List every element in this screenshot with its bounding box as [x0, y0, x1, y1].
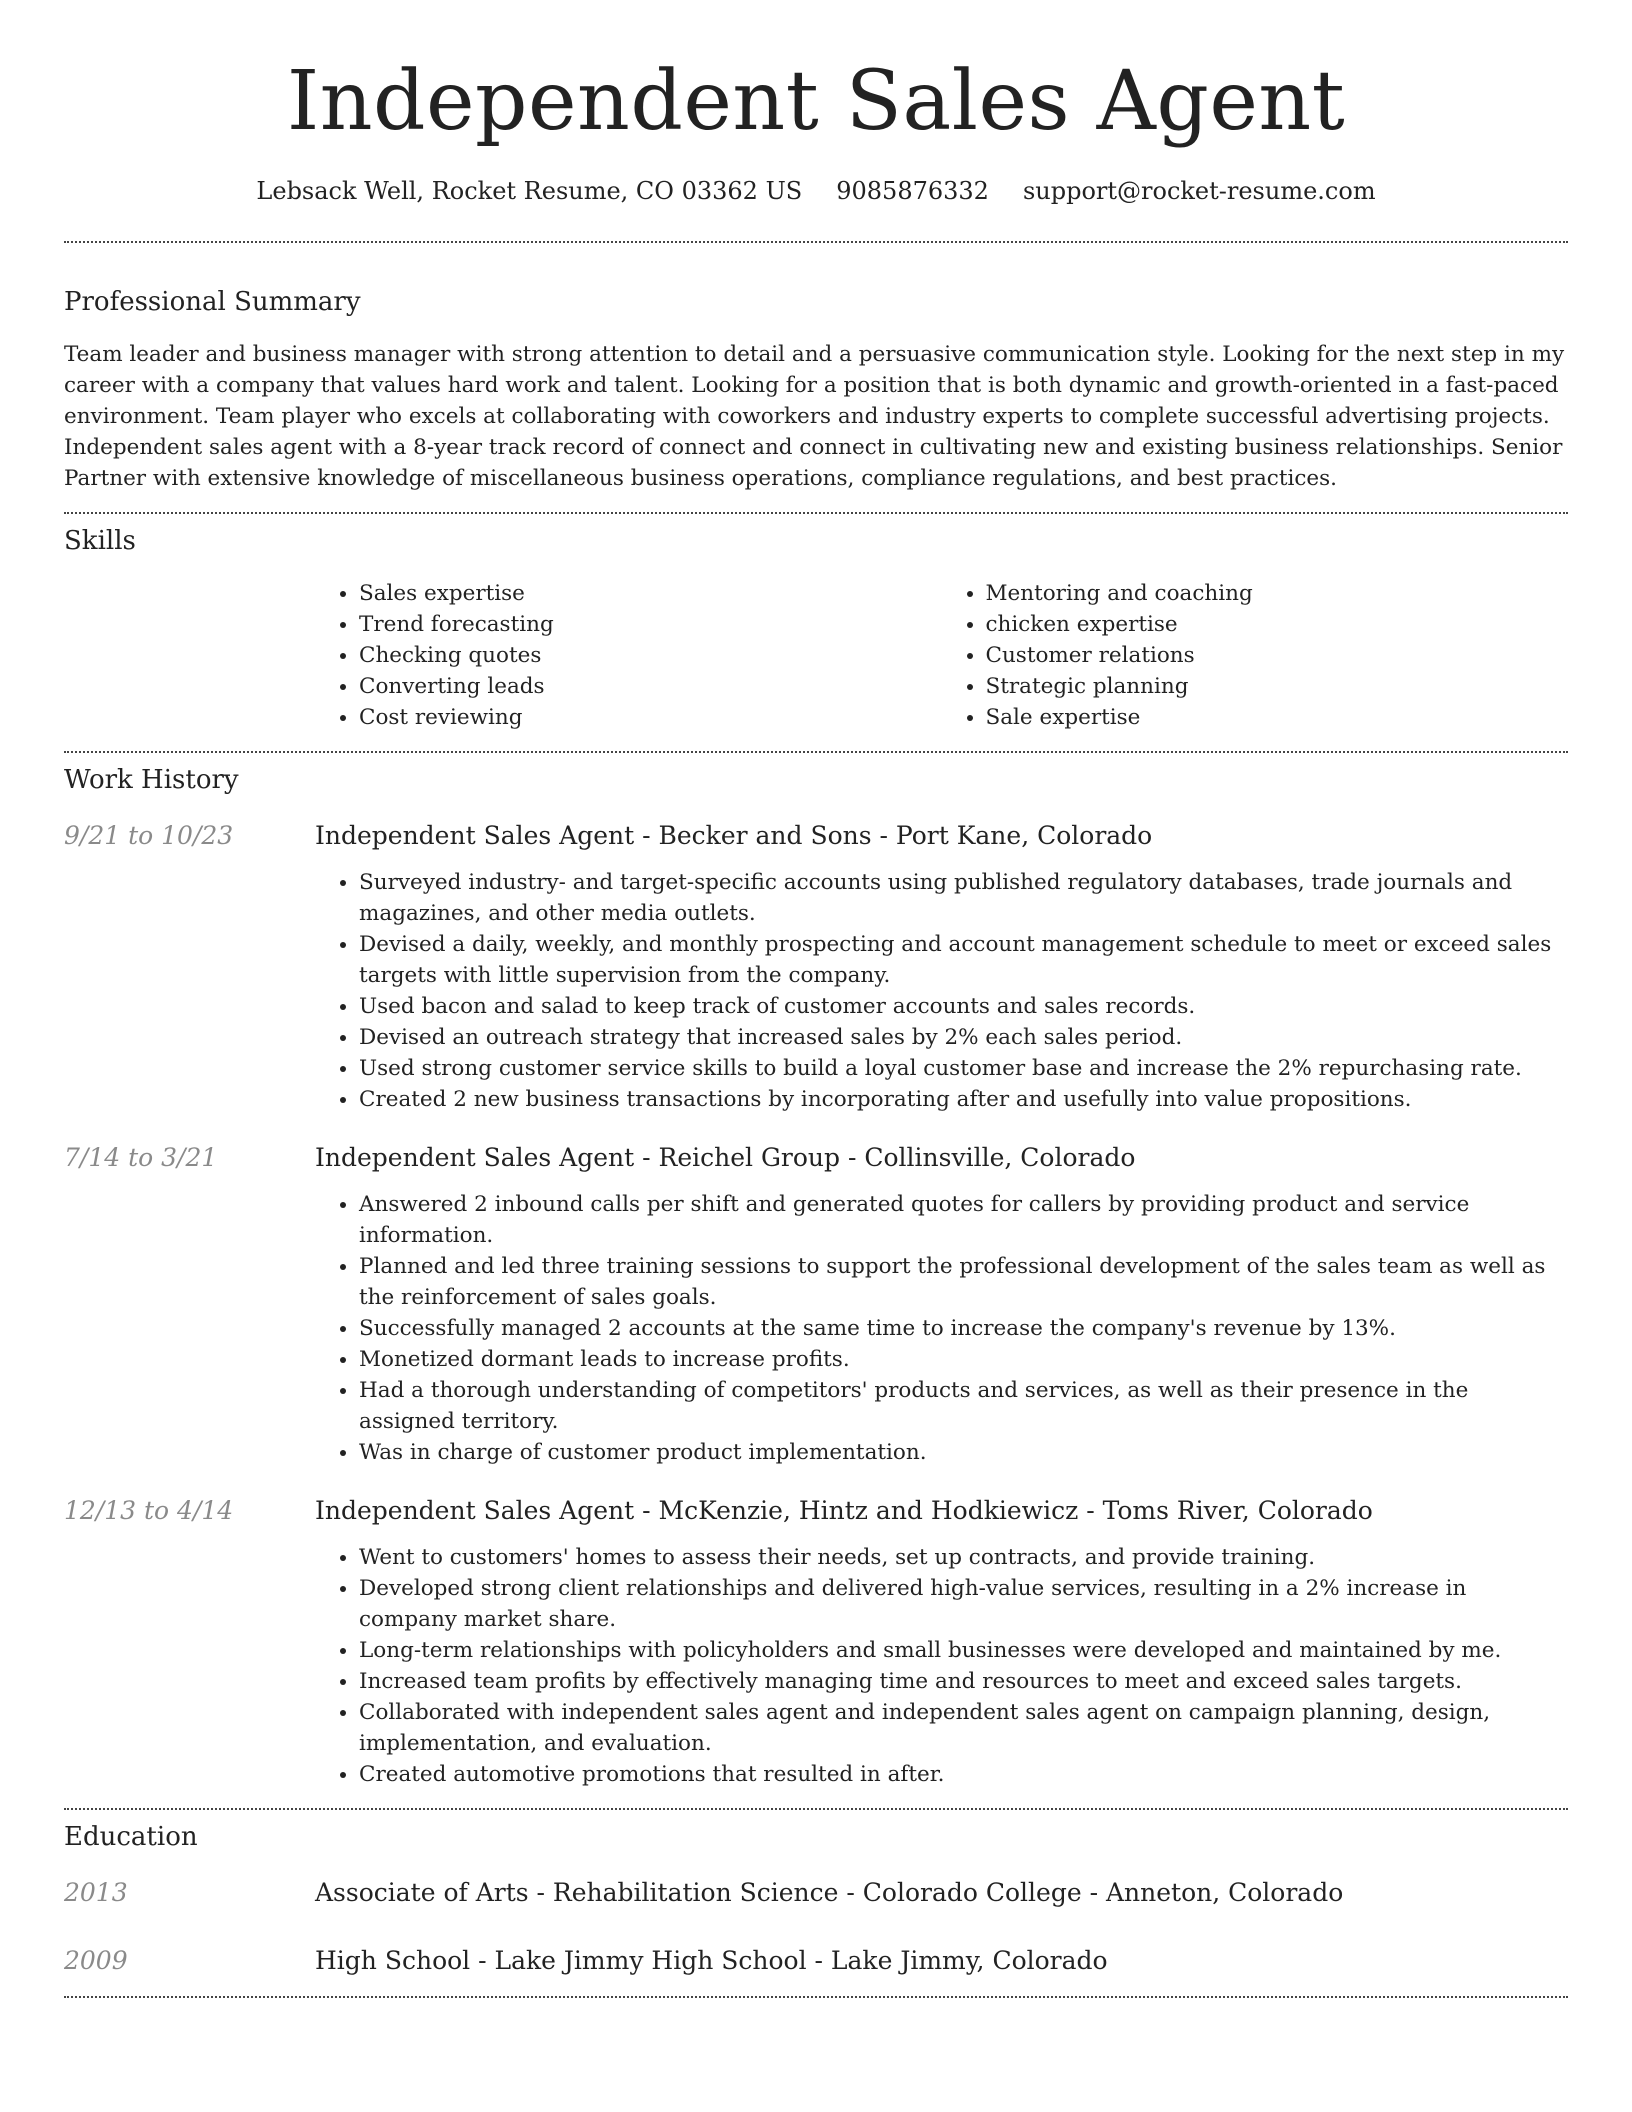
summary-title: Professional Summary: [64, 287, 361, 317]
job-bullet: • Long-term relationships with policyholders and small businesses were developed and maintained by me.: [359, 1635, 1568, 1666]
job-bullet: • Devised a daily, weekly, and monthly prospecting and account management schedule to meet or exceed sales targets with little supervision from the company.: [359, 929, 1568, 991]
skill-item: • Sales expertise: [359, 578, 942, 609]
education-date: 2013: [64, 1878, 128, 1907]
divider: [64, 751, 1568, 753]
skills-list: [315, 578, 1568, 733]
skill-item: • Cost reviewing: [359, 702, 942, 733]
education-entry: [64, 1944, 1568, 1978]
skill-item: • Sale expertise: [986, 702, 1569, 733]
job-bullets: [315, 1542, 1568, 1790]
skills-column-right: [942, 578, 1569, 733]
contact-line: [64, 176, 1568, 206]
contact-phone: 9085876332: [836, 177, 989, 205]
job-bullet: • Used strong customer service skills to build a loyal customer base and increase the 2% repurchasing rate.: [359, 1053, 1568, 1084]
skills-title: Skills: [64, 526, 136, 556]
contact-email: support@rocket-resume.com: [1022, 177, 1376, 205]
job-entry: [64, 819, 1568, 1115]
job-bullet: • Increased team profits by effectively managing time and resources to meet and exceed sales targets.: [359, 1666, 1568, 1697]
work-title: Work History: [64, 765, 239, 795]
job-bullets: [315, 867, 1568, 1115]
education-title-line: High School - Lake Jimmy High School - Lake Jimmy, Colorado: [315, 1946, 1108, 1975]
divider: [64, 1996, 1568, 1998]
divider: [64, 241, 1568, 243]
job-title: Independent Sales Agent - McKenzie, Hintz and Hodkiewicz - Toms River, Colorado: [315, 1496, 1373, 1525]
skill-item: • Trend forecasting: [359, 609, 942, 640]
job-entry: [64, 1141, 1568, 1468]
skill-item: • Converting leads: [359, 671, 942, 702]
skill-item: • chicken expertise: [986, 609, 1569, 640]
job-bullet: • Went to customers' homes to assess their needs, set up contracts, and provide training.: [359, 1542, 1568, 1573]
resume-name: Independent Sales Agent: [286, 54, 1346, 149]
job-date: 7/14 to 3/21: [64, 1143, 218, 1172]
divider: [64, 512, 1568, 514]
job-bullet: • Created 2 new business transactions by incorporating after and usefully into value propositions.: [359, 1084, 1568, 1115]
skills-column-left: [315, 578, 942, 733]
education-date: 2009: [64, 1946, 128, 1975]
skill-item: • Strategic planning: [986, 671, 1569, 702]
job-entry: [64, 1494, 1568, 1790]
job-bullet: • Monetized dormant leads to increase profits.: [359, 1344, 1568, 1375]
job-bullets: [315, 1189, 1568, 1468]
job-bullet: • Successfully managed 2 accounts at the same time to increase the company's revenue by 13%.: [359, 1313, 1568, 1344]
job-bullet: • Was in charge of customer product implementation.: [359, 1437, 1568, 1468]
contact-address: Lebsack Well, Rocket Resume, CO 03362 US: [256, 177, 803, 205]
education-title: Education: [64, 1822, 198, 1852]
education-entry: [64, 1876, 1568, 1910]
skill-item: • Customer relations: [986, 640, 1569, 671]
education-title-line: Associate of Arts - Rehabilitation Science - Colorado College - Anneton, Colorado: [315, 1878, 1344, 1907]
job-bullet: • Planned and led three training sessions to support the professional development of the sales team as well as the reinforcement of sales goals.: [359, 1251, 1568, 1313]
skill-item: • Checking quotes: [359, 640, 942, 671]
job-title: Independent Sales Agent - Reichel Group - Collinsville, Colorado: [315, 1143, 1136, 1172]
job-date: 9/21 to 10/23: [64, 821, 234, 850]
skill-item: • Mentoring and coaching: [986, 578, 1569, 609]
job-bullet: • Devised an outreach strategy that increased sales by 2% each sales period.: [359, 1022, 1568, 1053]
job-bullet: • Collaborated with independent sales agent and independent sales agent on campaign planning, design, implementation, and evaluation.: [359, 1697, 1568, 1759]
job-title: Independent Sales Agent - Becker and Sons - Port Kane, Colorado: [315, 821, 1153, 850]
divider: [64, 1808, 1568, 1810]
job-bullet: • Created automotive promotions that resulted in after.: [359, 1759, 1568, 1790]
job-bullet: • Answered 2 inbound calls per shift and generated quotes for callers by providing product and service information.: [359, 1189, 1568, 1251]
job-bullet: • Had a thorough understanding of competitors' products and services, as well as their presence in the assigned territory.: [359, 1375, 1568, 1437]
job-bullet: • Surveyed industry- and target-specific accounts using published regulatory databases, trade journals and magazines, and other media outlets.: [359, 867, 1568, 929]
job-bullet: • Used bacon and salad to keep track of customer accounts and sales records.: [359, 991, 1568, 1022]
summary-text: Team leader and business manager with strong attention to detail and a persuasive communication style. Looking for the next step in my career with a company that values hard work and talent. Looking for a position that is both dynamic and growth-oriented in a fast-paced environment. Team player who excels at collaborating with coworkers and industry experts to complete successful advertising projects. Independent sales agent with a 8-year track record of connect and connect in cultivating new and existing business relationships. Senior Partner with extensive knowledge of miscellaneous business operations, compliance regulations, and best practices.: [64, 342, 1565, 491]
job-date: 12/13 to 4/14: [64, 1496, 234, 1525]
job-bullet: • Developed strong client relationships and delivered high-value services, resulting in a 2% increase in company market share.: [359, 1573, 1568, 1635]
